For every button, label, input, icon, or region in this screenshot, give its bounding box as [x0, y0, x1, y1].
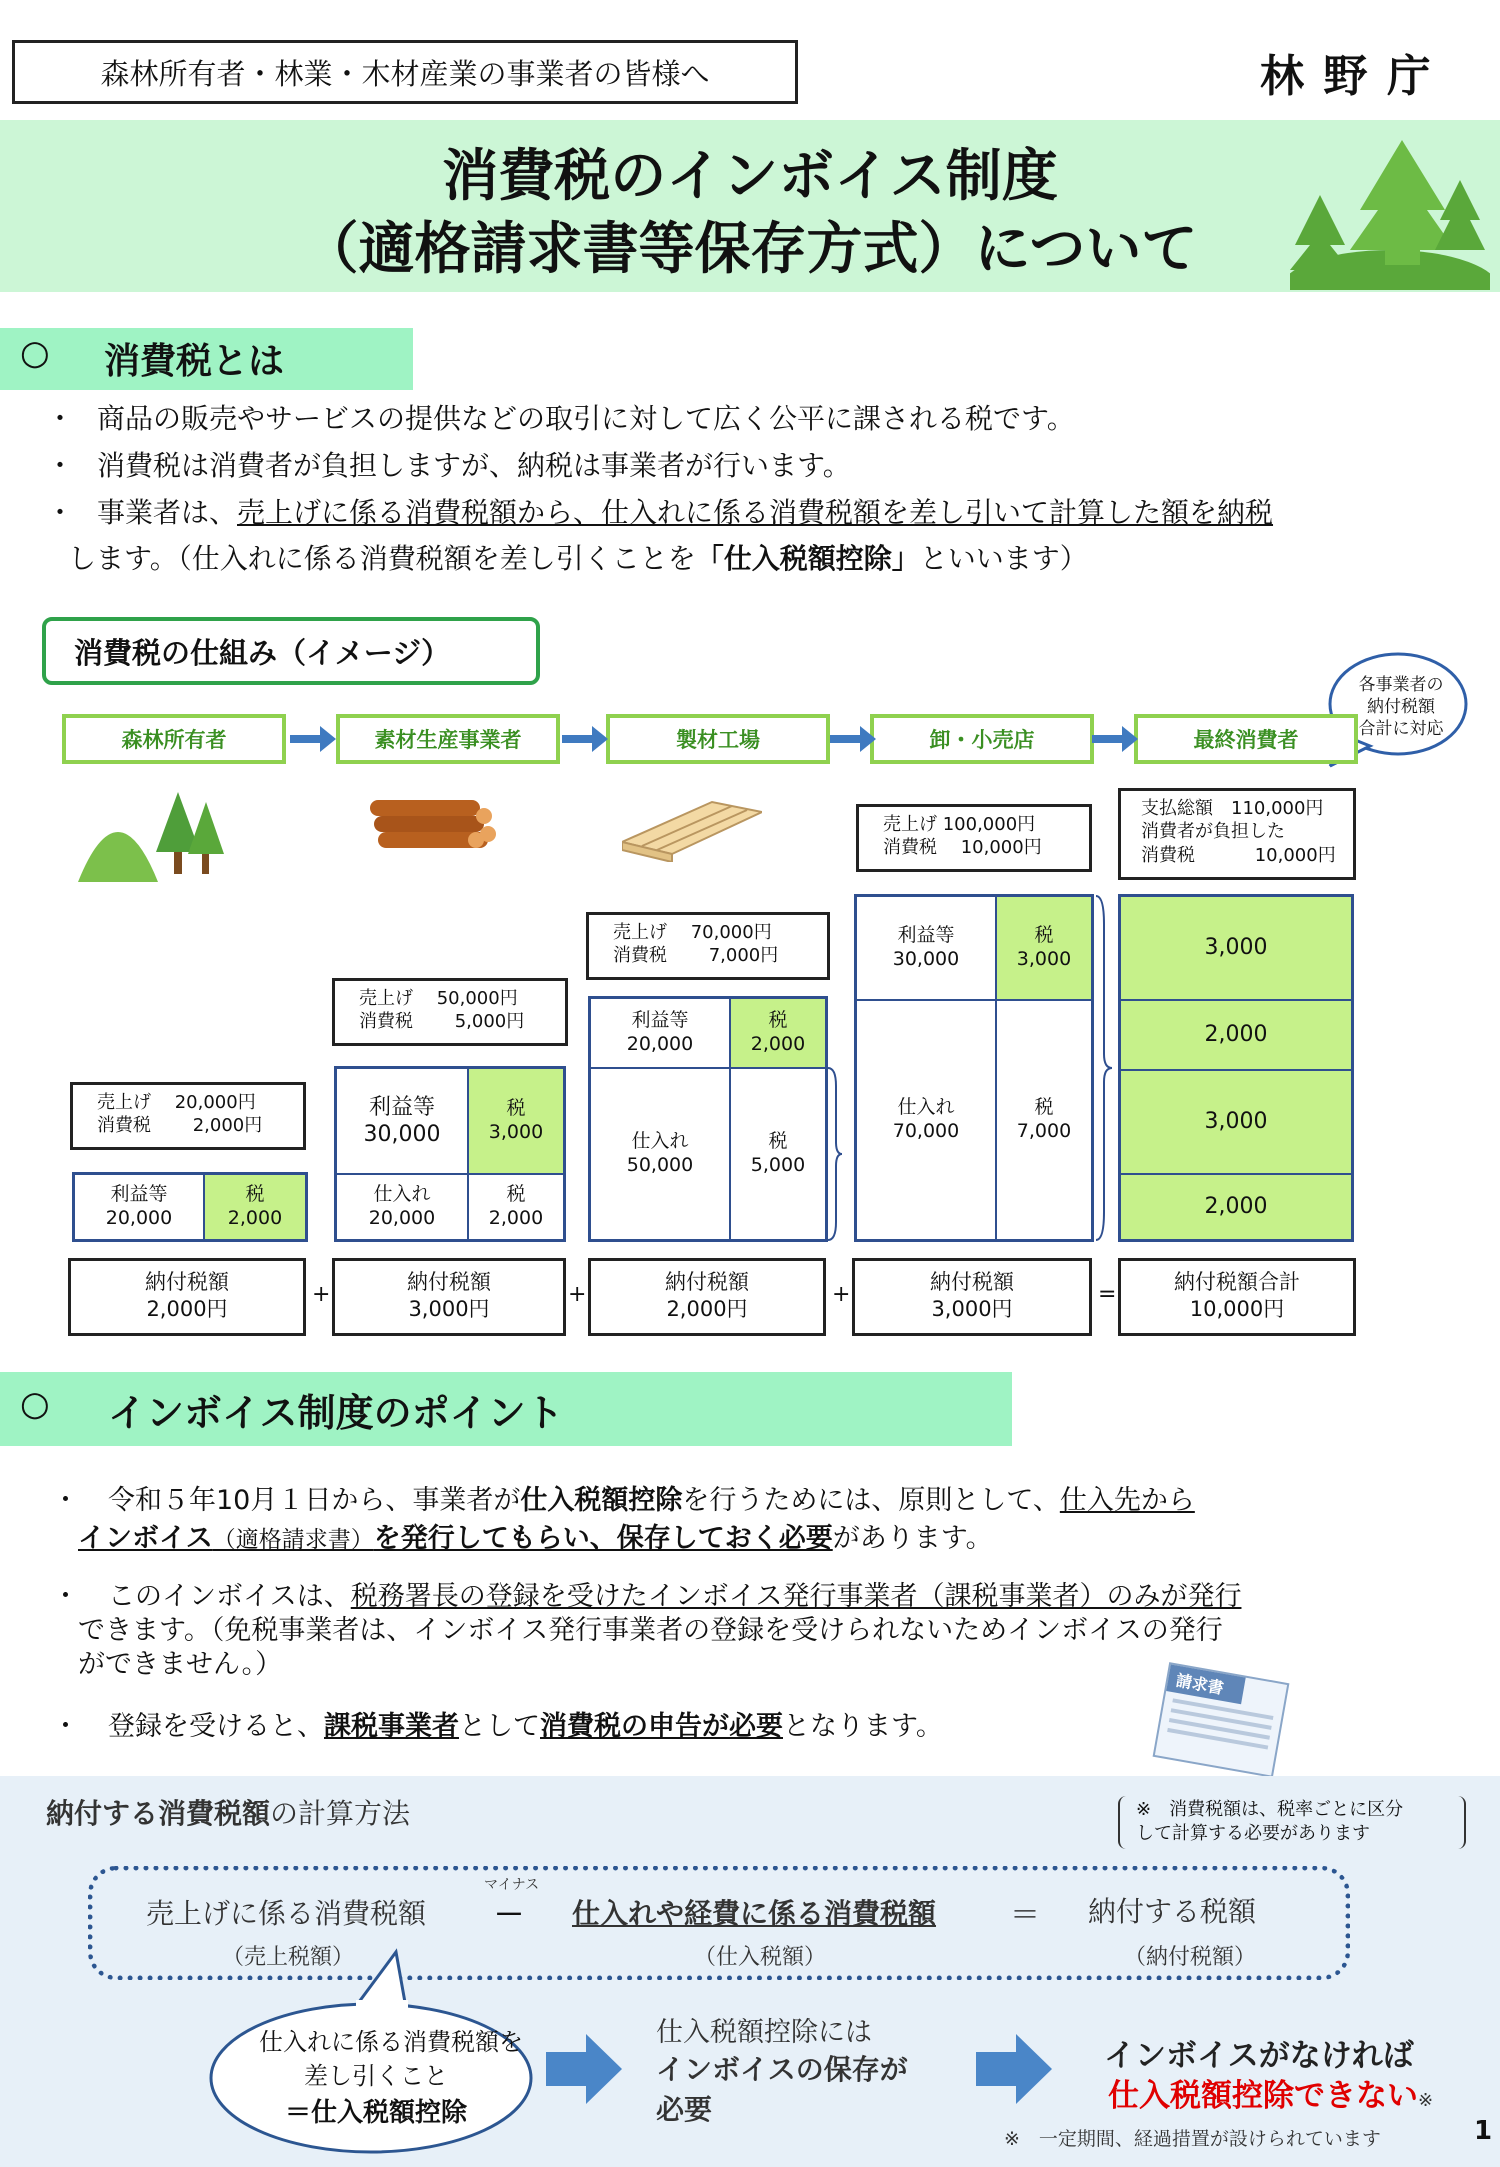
result-line2-text: 仕入税額控除できない [1108, 2078, 1418, 2114]
flow-arrow-icon [1092, 726, 1138, 752]
forest-illustration [78, 782, 228, 882]
s2-bullet2: ・ [52, 1581, 79, 1612]
s1-text3-line2 [68, 536, 1088, 582]
stage-forest-owner: 森林所有者 [62, 714, 286, 764]
result-mark: ※ [1418, 2090, 1434, 2111]
column-consumer [1118, 894, 1354, 1242]
flow-arrow-icon [290, 726, 336, 752]
formula-term-purchase-tax: 仕入れや経費に係る消費税額 [572, 1897, 937, 1930]
footnote: ※ 一定期間、経過措置が設けられています [1004, 2128, 1381, 2150]
logs-illustration [364, 794, 499, 858]
sales-box-retailer: 売上げ 100,000円 消費税 10,000円 [856, 804, 1092, 872]
plus-sign: + [832, 1282, 851, 1307]
mid-line3: 必要 [656, 2093, 713, 2126]
s1-text3-bold: 「仕入税額控除」 [695, 542, 920, 575]
s1-text3 [97, 490, 1273, 536]
bullet-mark: ・ [46, 449, 75, 482]
equals-sign: = [1098, 1282, 1117, 1307]
s1-bullet1 [46, 396, 74, 442]
tax-portion-cell: 3,000 [1120, 896, 1352, 1000]
column-forest-owner [72, 1172, 308, 1242]
payment-box-log-producer: 納付税額 3,000円 [332, 1258, 566, 1336]
flow-arrow-icon [830, 726, 876, 752]
minus-ruby: マイナス [484, 1877, 540, 1893]
s2-text3-end: となります。 [783, 1711, 943, 1742]
section2-mark: ○ [20, 1384, 50, 1424]
purchase-cell: 仕入れ 20,000 [336, 1174, 468, 1240]
sales-box-sawmill: 売上げ 70,000円 消費税 7,000円 [586, 912, 830, 980]
s2-text3-c: として [459, 1711, 540, 1742]
s2-text2-line3: ができません。） [78, 1649, 283, 1680]
payment-total-box: 納付税額合計 10,000円 [1118, 1258, 1356, 1336]
column-log-producer [334, 1066, 566, 1242]
brace-icon [1094, 894, 1112, 1242]
s2-text1-end: があります。 [832, 1523, 993, 1554]
tax-portion-cell: 2,000 [1120, 1000, 1352, 1070]
formula-term-payable-sub: （納付税額） [1124, 1945, 1257, 1970]
audience-box [12, 40, 798, 104]
s2-text3-filing: 消費税の申告が必要 [540, 1711, 783, 1742]
s2-text1-line2 [78, 1516, 993, 1555]
formula-term-sales-tax: 売上げに係る消費税額 [146, 1897, 427, 1930]
s2-text1-line1 [108, 1478, 1195, 1517]
trees-illustration [1290, 140, 1490, 290]
profit-cell: 利益等 20,000 [590, 998, 730, 1068]
purchase-tax-cell: 税 5,000 [730, 1068, 826, 1240]
calc-note: ※ 消費税額は、税率ごとに区分 して計算する必要があります [1118, 1796, 1466, 1849]
tax-cell: 税 2,000 [730, 998, 826, 1068]
calc-title-bold: 納付する消費税額 [46, 1797, 271, 1830]
tax-cell: 税 3,000 [468, 1068, 564, 1174]
balloon-line2: 差し引くこと [304, 2062, 448, 2090]
profit-cell: 利益等 30,000 [336, 1068, 468, 1174]
s1-text3-post: といいます） [919, 542, 1088, 575]
s2-text1-invoice: インボイス [78, 1523, 213, 1554]
result-line2 [1108, 2070, 1433, 2115]
s2-text1-must: を発行してもらい、保存しておく必要 [373, 1523, 833, 1554]
balloon-line1: 仕入れに係る消費税額を [259, 2028, 523, 2056]
s1-text3-pre: 事業者は、 [97, 496, 238, 529]
payment-box-forest-owner: 納付税額 2,000円 [68, 1258, 306, 1336]
flow-arrow-icon [562, 726, 608, 752]
stage-sawmill: 製材工場 [606, 714, 830, 764]
bullet-mark: ・ [46, 402, 75, 435]
s2-text2-a: このインボイスは、 [108, 1581, 351, 1612]
invoice-label: 請求書 [1166, 1664, 1246, 1704]
invoice-document-icon [1153, 1662, 1290, 1778]
calc-title-rest: の計算方法 [270, 1797, 411, 1830]
payment-box-retailer: 納付税額 3,000円 [852, 1258, 1092, 1336]
profit-cell: 利益等 20,000 [74, 1174, 204, 1240]
stage-log-producer: 素材生産事業者 [336, 714, 560, 764]
diagram-title-box [42, 617, 540, 685]
audience-text: 森林所有者・林業・木材産業の事業者の皆様へ [100, 56, 710, 91]
stage-consumer: 最終消費者 [1134, 714, 1358, 764]
speech-bubble-text: 各事業者の 納付税額 合計に対応 [1358, 675, 1444, 740]
tax-cell: 税 2,000 [204, 1174, 306, 1240]
agency-name: 林 野 庁 [1260, 51, 1433, 102]
formula-equals: ＝ [1010, 1898, 1040, 1933]
section1-heading: 消費税とは [104, 341, 285, 382]
sales-box-forest-owner: 売上げ 20,000円 消費税 2,000円 [70, 1082, 306, 1150]
mid-line1: 仕入税額控除には [656, 2017, 872, 2048]
s2-text1-paren: （適格請求書） [212, 1527, 374, 1553]
formula-term-sales-tax-sub: （売上税額） [222, 1945, 355, 1970]
s2-text1-a: 令和５年10月１日から、事業者が [108, 1485, 521, 1516]
right-arrow-icon [546, 2034, 622, 2104]
profit-cell: 利益等 30,000 [856, 896, 996, 1000]
purchase-tax-cell: 税 7,000 [996, 1000, 1092, 1240]
diagram-title: 消費税の仕組み（イメージ） [74, 635, 451, 670]
s1-bullet3 [46, 490, 74, 536]
s1-bullet2 [46, 443, 74, 489]
column-sawmill [588, 996, 828, 1242]
s2-text3-a: 登録を受けると、 [108, 1711, 324, 1742]
s2-text3-taxable: 課税事業者 [324, 1711, 459, 1742]
s2-text1-bold: 仕入税額控除 [520, 1485, 683, 1516]
section1-mark: ○ [20, 333, 50, 373]
s1-text1: 商品の販売やサービスの提供などの取引に対して広く公平に課される税です。 [97, 402, 1075, 435]
payment-box-sawmill: 納付税額 2,000円 [588, 1258, 826, 1336]
s2-text1-c: を行うためには、原則として、 [682, 1485, 1060, 1516]
formula-term-payable: 納付する税額 [1088, 1895, 1257, 1928]
bullet-mark: ・ [46, 496, 75, 529]
s2-text2-underline: 税務署長の登録を受けたインボイス発行事業者（課税事業者）のみが発行 [350, 1581, 1242, 1612]
right-arrow-icon [976, 2034, 1052, 2104]
purchase-cell: 仕入れ 70,000 [856, 1000, 996, 1240]
s2-text2-line2: できます。（免税事業者は、インボイス発行事業者の登録を受けられないためインボイスの発行 [78, 1615, 1223, 1646]
tax-portion-cell: 2,000 [1120, 1174, 1352, 1240]
purchase-cell: 仕入れ 50,000 [590, 1068, 730, 1240]
plus-sign: + [568, 1282, 587, 1307]
mid-line2: インボイスの保存が [656, 2053, 908, 2086]
calc-title [46, 1792, 410, 1832]
formula-term-purchase-tax-sub: （仕入税額） [694, 1945, 827, 1970]
result-line1: インボイスがなければ [1104, 2038, 1414, 2074]
page-title-line2: （適格請求書等保存方式）について [302, 217, 1198, 282]
s2-bullet3: ・ [52, 1711, 79, 1742]
plus-sign: + [312, 1282, 331, 1307]
page-title-line1: 消費税のインボイス制度 [442, 144, 1058, 209]
s1-text3-underline: 売上げに係る消費税額から、仕入れに係る消費税額を差し引いて計算した額を納税 [237, 496, 1274, 529]
tax-cell: 税 3,000 [996, 896, 1092, 1000]
balloon-line3: ＝仕入税額控除 [284, 2098, 467, 2128]
sales-box-log-producer: 売上げ 50,000円 消費税 5,000円 [332, 978, 568, 1046]
s1-text2: 消費税は消費者が負担しますが、納税は事業者が行います。 [97, 449, 851, 482]
brace-icon [826, 1066, 842, 1242]
section2-heading: インボイス制度のポイント [108, 1391, 564, 1435]
s1-text3-line2-pre: します。（仕入れに係る消費税額を差し引くことを [68, 542, 696, 575]
column-retailer [854, 894, 1094, 1242]
lumber-illustration [622, 792, 762, 862]
page-number: 1 [1474, 2116, 1493, 2146]
stage-retailer: 卸・小売店 [870, 714, 1094, 764]
tax-portion-cell: 3,000 [1120, 1070, 1352, 1174]
s2-text1-underline: 仕入先から [1059, 1485, 1195, 1516]
formula-minus: － [494, 1898, 524, 1933]
sales-box-consumer: 支払総額 110,000円 消費者が負担した 消費税 10,000円 [1118, 788, 1356, 880]
purchase-tax-cell: 税 2,000 [468, 1174, 564, 1240]
s2-bullet1: ・ [52, 1485, 79, 1516]
s2-text3 [108, 1704, 943, 1743]
